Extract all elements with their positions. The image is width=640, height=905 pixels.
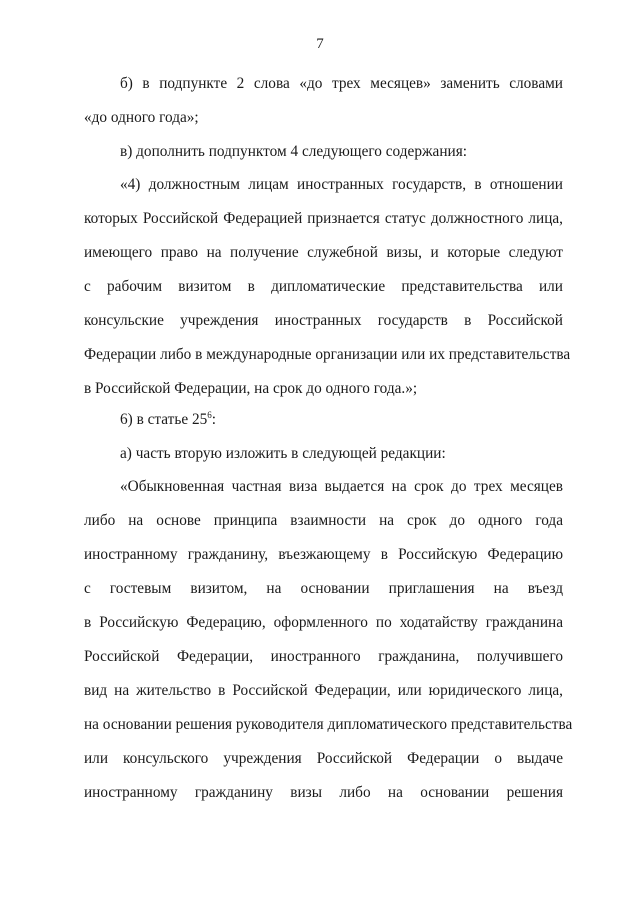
text-line-11 bbox=[120, 410, 216, 430]
text-line-14: либо на основе принципа взаимности на срок до одного года bbox=[84, 512, 563, 529]
text-line-3: в) дополнить подпунктом 4 следующего содержания: bbox=[120, 143, 467, 160]
text-line-11-colon: : bbox=[211, 411, 216, 428]
text-line-15: иностранному гражданину, въезжающему в Российскую Федерацию bbox=[84, 546, 563, 563]
text-line-2: «до одного года»; bbox=[84, 109, 199, 126]
text-line-18: Российской Федерации, иностранного гражданина, получившего bbox=[84, 648, 563, 665]
text-line-11-main: 6) в статье 25 bbox=[120, 411, 208, 428]
text-line-16: с гостевым визитом, на основании приглашения на въезд bbox=[84, 580, 563, 597]
text-line-6: имеющего право на получение служебной визы, и которые следуют bbox=[84, 244, 563, 261]
superscript-number: 6 bbox=[207, 409, 212, 420]
text-line-12: а) часть вторую изложить в следующей редакции: bbox=[120, 445, 446, 462]
text-line-7: с рабочим визитом в дипломатические представительства или bbox=[84, 278, 563, 295]
page-number: 7 bbox=[316, 36, 324, 52]
text-line-19: вид на жительство в Российской Федерации, или юридического лица, bbox=[84, 682, 563, 699]
text-line-10: в Российской Федерации, на срок до одного года.»; bbox=[84, 380, 418, 397]
text-line-13: «Обыкновенная частная виза выдается на срок до трех месяцев bbox=[120, 478, 563, 495]
text-line-1: б) в подпункте 2 слова «до трех месяцев» заменить словами bbox=[120, 75, 563, 92]
text-line-5: которых Российской Федерацией признается статус должностного лица, bbox=[84, 210, 563, 227]
text-line-4: «4) должностным лицам иностранных государств, в отношении bbox=[120, 176, 563, 193]
text-line-17: в Российскую Федерацию, оформленного по ходатайству гражданина bbox=[84, 614, 563, 631]
text-line-21: или консульского учреждения Российской Федерации о выдаче bbox=[84, 750, 563, 767]
text-line-22: иностранному гражданину визы либо на основании решения bbox=[84, 784, 563, 801]
text-line-9: Федерации либо в международные организации или их представительства bbox=[84, 346, 571, 363]
text-line-20: на основании решения руководителя дипломатического представительства bbox=[84, 716, 573, 733]
text-line-8: консульские учреждения иностранных государств в Российской bbox=[84, 312, 563, 329]
